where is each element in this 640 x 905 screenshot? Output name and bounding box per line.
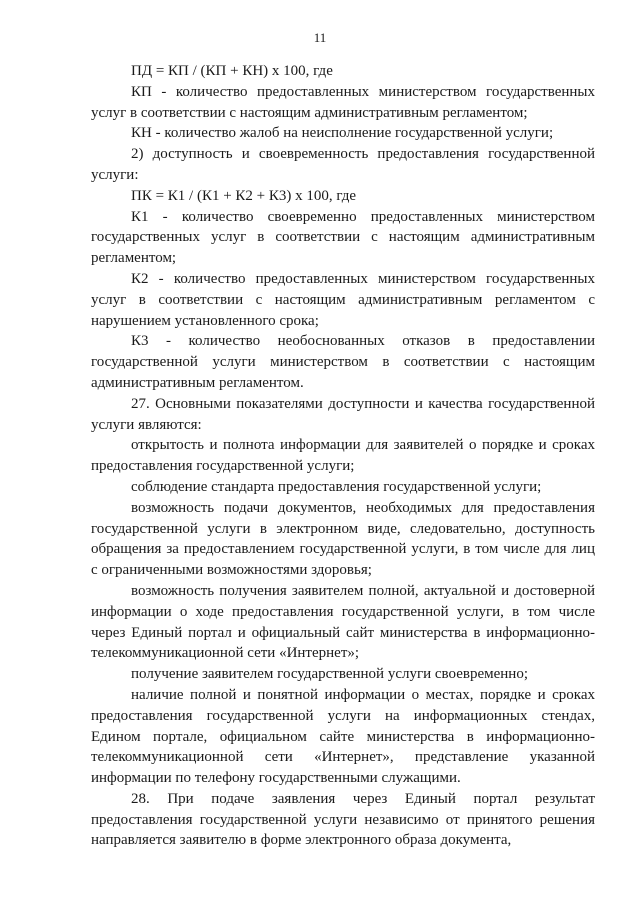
list-item: получение заявителем государственной услуги своевременно; — [131, 666, 528, 683]
definition-k2: К2 - количество предоставленных министерством государственных услуг в соответствии с настоящим административным регламентом с нарушением установленного срока; — [91, 270, 595, 329]
formula-pd: ПД = КП / (КП + КН) х 100, где — [131, 63, 333, 79]
indicator-availability: 2) доступность и своевременность предоставления государственной услуги: — [91, 146, 595, 183]
section-28-paragraph: 28. При подаче заявления через Единый портал результат предоставления государственной услуги независимо от принятого решения направляется заявителю в форме электронного образа документа, — [91, 790, 595, 849]
formula-pk: ПК = К1 / (К1 + К2 + К3) х 100, где — [131, 187, 357, 204]
list-item: открытость и полнота информации для заявителей о порядке и сроках предоставления государственной услуги; — [91, 437, 595, 475]
list-item: наличие полной и понятной информации о местах, порядке и сроках предоставления государственной услуги на информационных стендах, Едином портале, официальном сайте министерства в информационно-телекоммуникационной сети «Интернет», представление указанной информации по телефону государственными служащими. — [91, 686, 595, 787]
section-27-heading: 27. Основными показателями доступности и качества государственной услуги являются: — [91, 395, 595, 433]
page-number: 11 — [313, 30, 327, 45]
list-item: возможность получения заявителем полной, актуальной и достоверной информации о ходе предоставления государственной услуги, в том числе через Единый портал и официальный сайт министерства в информационно-телекоммуникационной сети «Интернет»; — [91, 582, 595, 662]
definition-k1: К1 - количество своевременно предоставленных министерством государственных услуг в соответствии с настоящим административным регламентом; — [91, 208, 595, 267]
document-body — [91, 61, 595, 851]
definition-kp: КП - количество предоставленных министерством государственных услуг в соответствии с настоящим административным регламентом; — [91, 83, 595, 121]
list-item: соблюдение стандарта предоставления государственной услуги; — [131, 478, 542, 495]
list-item: возможность подачи документов, необходимых для предоставления государственной услуги в электронном виде, следовательно, доступность обращения за предоставлением государственной услуги, в том числе для лиц с ограниченными возможностями здоровья; — [91, 499, 595, 579]
definition-kn: КН - количество жалоб на неисполнение государственной услуги; — [131, 125, 554, 142]
definition-k3: К3 - количество необоснованных отказов в предоставлении государственной услуги министерством в соответствии с настоящим административным регламентом. — [91, 333, 595, 391]
